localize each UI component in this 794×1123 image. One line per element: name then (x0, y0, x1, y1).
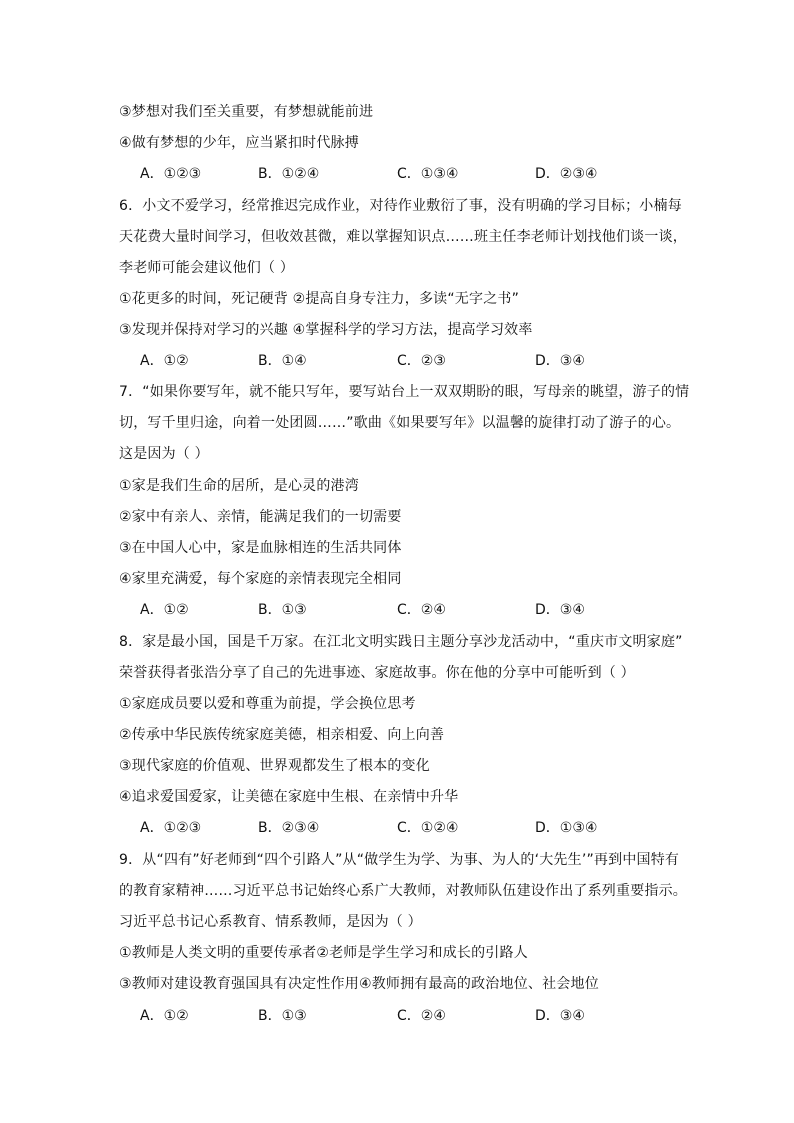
q8-option-d[interactable]: D．①③④ (535, 820, 598, 836)
q7-stem-line-3: 这是因为（ ） (119, 446, 209, 462)
q5-item-4: ④做有梦想的少年，应当紧扣时代脉搏 (119, 135, 359, 151)
q8-stem-line-2: 荣誉获得者张浩分享了自己的先进事迹、家庭故事。你在他的分享中可能听到（ ） (119, 665, 635, 681)
q9-option-d[interactable]: D．③④ (535, 1008, 585, 1024)
q8-option-c[interactable]: C．①②④ (397, 820, 459, 836)
q6-stem-line-2: 天花费大量时间学习，但收效甚微，难以掌握知识点……班主任李老师计划找他们谈一谈， (119, 229, 687, 245)
q6-option-d[interactable]: D．③④ (535, 353, 585, 369)
q6-items-line-2: ③发现并保持对学习的兴趣 ④掌握科学的学习方法，提高学习效率 (119, 322, 533, 338)
q9-stem-line-3: 习近平总书记心系教育、情系教师，是因为（ ） (119, 914, 422, 930)
q9-items-line-1: ①教师是人类文明的重要传承者②老师是学生学习和成长的引路人 (119, 945, 528, 961)
q7-item-2: ②家中有亲人、亲情，能满足我们的一切需要 (119, 509, 402, 525)
q6-option-a[interactable]: A．①② (140, 353, 189, 369)
q7-option-c[interactable]: C．②④ (397, 602, 446, 618)
q7-option-d[interactable]: D．③④ (535, 602, 585, 618)
q9-option-c[interactable]: C．②④ (397, 1008, 446, 1024)
q5-item-3: ③梦想对我们至关重要，有梦想就能前进 (119, 104, 374, 120)
q6-items-line-1: ①花更多的时间，死记硬背 ②提高自身专注力，多读“无字之书” (119, 291, 520, 307)
q8-item-4: ④追求爱国爱家，让美德在家庭中生根、在亲情中升华 (119, 789, 459, 805)
q8-options (140, 818, 700, 838)
q6-options (140, 351, 700, 371)
q5-option-d[interactable]: D．②③④ (535, 166, 598, 182)
q5-option-a[interactable]: A．①②③ (140, 166, 202, 182)
q6-stem-line-3: 李老师可能会建议他们（ ） (119, 260, 295, 276)
q8-item-3: ③现代家庭的价值观、世界观都发生了根本的变化 (119, 758, 430, 774)
q6-option-b[interactable]: B．①④ (258, 353, 307, 369)
q6-stem-line-1: 6．小文不爱学习，经常推迟完成作业，对待作业敷衍了事，没有明确的学习目标；小楠每 (119, 198, 682, 214)
q5-option-b[interactable]: B．①②④ (258, 166, 320, 182)
q8-option-b[interactable]: B．②③④ (258, 820, 320, 836)
q5-option-c[interactable]: C．①③④ (397, 166, 459, 182)
q8-stem-line-1: 8．家是最小国，国是千万家。在江北文明实践日主题分享沙龙活动中，“重庆市文明家庭” (119, 634, 683, 650)
q9-options (140, 1006, 700, 1026)
q8-item-1: ①家庭成员要以爱和尊重为前提，学会换位思考 (119, 696, 416, 712)
q8-option-a[interactable]: A．①②③ (140, 820, 202, 836)
q9-option-b[interactable]: B．①③ (258, 1008, 307, 1024)
q7-item-4: ④家里充满爱，每个家庭的亲情表现完全相同 (119, 571, 402, 587)
q9-option-a[interactable]: A．①② (140, 1008, 189, 1024)
q9-stem-line-2: 的教育家精神……习近平总书记始终心系广大教师，对教师队伍建设作出了系列重要指示。 (119, 883, 687, 899)
q9-items-line-2: ③教师对建设教育强国具有决定性作用④教师拥有最高的政治地位、社会地位 (119, 976, 599, 992)
q8-item-2: ②传承中华民族传统家庭美德，相亲相爱、向上向善 (119, 727, 445, 743)
q7-item-3: ③在中国人心中，家是血脉相连的生活共同体 (119, 540, 402, 556)
q7-options (140, 600, 700, 620)
q7-stem-line-1: 7．“如果你要写年，就不能只写年，要写站台上一双双期盼的眼，写母亲的眺望，游子的情 (119, 384, 690, 400)
q9-stem-line-1: 9．从“四有”好老师到“四个引路人”从“做学生为学、为事、为人的‘大先生’”再到中国特有 (119, 852, 680, 868)
q7-item-1: ①家是我们生命的居所，是心灵的港湾 (119, 478, 359, 494)
q5-options (140, 164, 700, 184)
q7-option-b[interactable]: B．①③ (258, 602, 307, 618)
q6-option-c[interactable]: C．②③ (397, 353, 446, 369)
q7-option-a[interactable]: A．①② (140, 602, 189, 618)
q7-stem-line-2: 切，写千里归途，向着一处团圆……”歌曲《如果要写年》以温馨的旋律打动了游子的心。 (119, 415, 681, 431)
